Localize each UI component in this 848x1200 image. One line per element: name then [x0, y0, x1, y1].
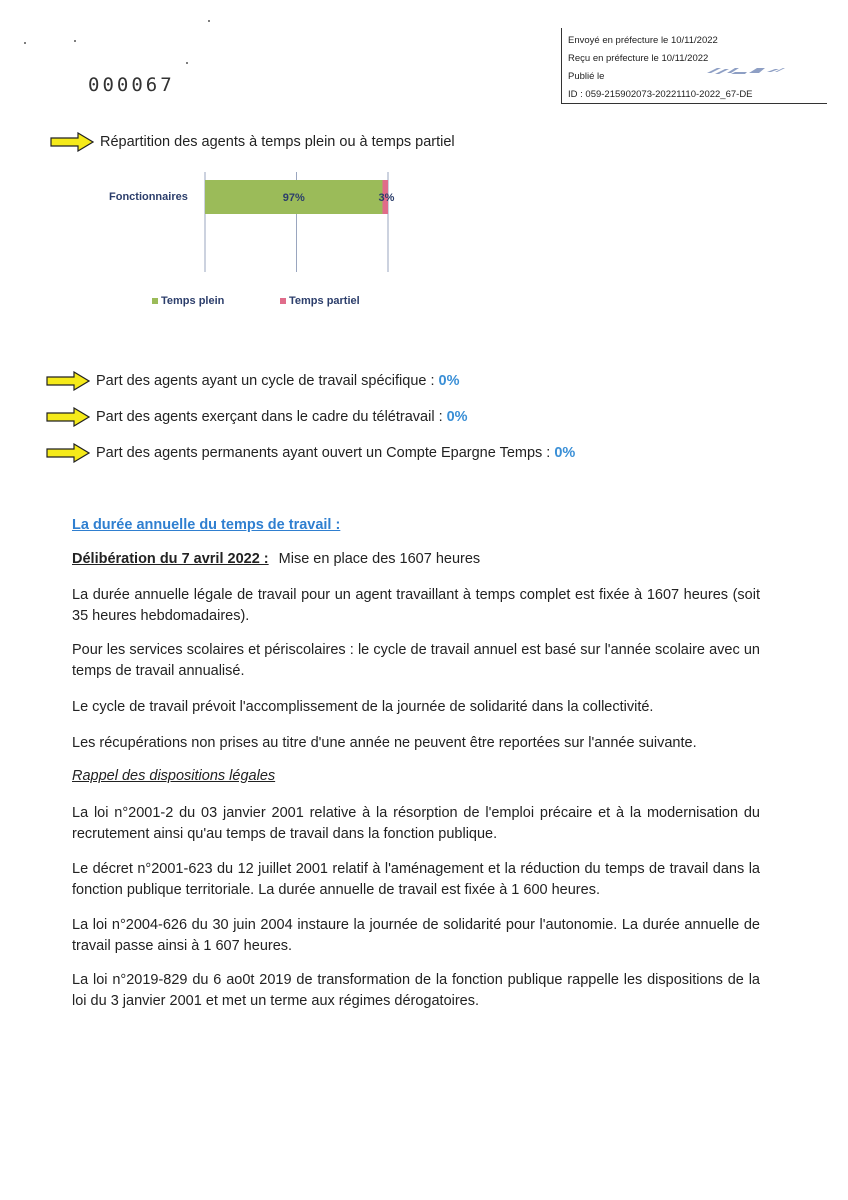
stamp-sent: Envoyé en préfecture le 10/11/2022 [568, 35, 718, 46]
prefecture-stamp [561, 28, 827, 104]
stamp-id: ID : 059-215902073-20221110-2022_67-DE [568, 89, 753, 100]
scan-speck [74, 40, 76, 42]
stat-label-cycle: Part des agents ayant un cycle de travail spécifique : [96, 373, 435, 389]
section-title: La durée annuelle du temps de travail : [72, 517, 341, 533]
stat-row-teletravail [46, 407, 468, 427]
paragraph-duree-legale: La durée annuelle légale de travail pour un agent travaillant à temps complet est fixée à 1607 heures (soit 35 heures hebdomadaires). [72, 587, 760, 624]
stat-value-cycle: 0% [438, 373, 460, 389]
rappel-title: Rappel des dispositions légales [72, 768, 276, 784]
paragraph-decret-2001: Le décret n°2001-623 du 12 juillet 2001 relatif à l'aménagement et la réduction du temps de travail dans la fonction publique territoriale. La durée annuelle de travail est fixée à 1 600 heures. [72, 861, 760, 898]
yellow-arrow-icon [46, 371, 90, 391]
paragraph-recuperations: Les récupérations non prises au titre d'une année ne peuvent être reportées sur l'année suivante. [72, 735, 697, 751]
repartition-heading-text: Répartition des agents à temps plein ou à temps partiel [100, 134, 455, 150]
yellow-arrow-icon [50, 132, 94, 152]
legend-swatch-temps-partiel [280, 298, 286, 304]
data-label-temps-partiel: 3% [378, 192, 395, 204]
deliberation-label: Délibération du 7 avril 2022 : [72, 551, 269, 567]
scan-speck [208, 20, 210, 22]
paragraph-solidarite: Le cycle de travail prévoit l'accomplissement de la journée de solidarité dans la collectivité. [72, 699, 654, 715]
legend-label-temps-plein: Temps plein [161, 295, 225, 307]
yellow-arrow-icon [46, 407, 90, 427]
paragraph-scolaires: Pour les services scolaires et périscolaires : le cycle de travail annuel est basé sur l'année scolaire avec un temps de travail annualisé. [72, 642, 760, 679]
legend-item-temps-plein [152, 295, 224, 307]
stat-label-teletravail: Part des agents exerçant dans le cadre du télétravail : [96, 409, 443, 425]
stat-value-cet: 0% [554, 445, 576, 461]
stat-row-cet [46, 443, 575, 463]
repartition-heading [50, 132, 455, 152]
stat-value-teletravail: 0% [446, 409, 468, 425]
deliberation-line [72, 551, 480, 567]
stat-row-cycle [46, 371, 460, 391]
scan-speck [24, 42, 26, 44]
document-number: 000067 [88, 74, 175, 96]
scan-speck [186, 62, 188, 64]
deliberation-text: Mise en place des 1607 heures [278, 551, 481, 567]
chart-category-label: Fonctionnaires [109, 191, 188, 203]
data-label-temps-plein: 97% [282, 192, 305, 204]
legend-label-temps-partiel: Temps partiel [289, 295, 360, 307]
stamp-received: Reçu en préfecture le 10/11/2022 [568, 53, 709, 64]
legend-item-temps-partiel [280, 295, 360, 307]
slo-logo-icon [705, 66, 785, 76]
paragraph-loi-2004: La loi n°2004-626 du 30 juin 2004 instaure la journée de solidarité pour l'autonomie. La durée annuelle de travail passe ainsi à 1 607 heures. [72, 917, 760, 954]
legend-swatch-temps-plein [152, 298, 158, 304]
yellow-arrow-icon [46, 443, 90, 463]
repartition-chart [100, 168, 420, 318]
stamp-published: Publié le [568, 71, 605, 82]
paragraph-loi-2019: La loi n°2019-829 du 6 ao0t 2019 de transformation de la fonction publique rappelle les dispositions de la loi du 3 janvier 2001 et met un terme aux régimes dérogatoires. [72, 972, 760, 1009]
stat-label-cet: Part des agents permanents ayant ouvert un Compte Epargne Temps : [96, 445, 551, 461]
paragraph-loi-2001: La loi n°2001-2 du 03 janvier 2001 relative à la résorption de l'emploi précaire et à la modernisation du recrutement ainsi qu'au temps de travail dans la fonction publique. [72, 805, 760, 842]
